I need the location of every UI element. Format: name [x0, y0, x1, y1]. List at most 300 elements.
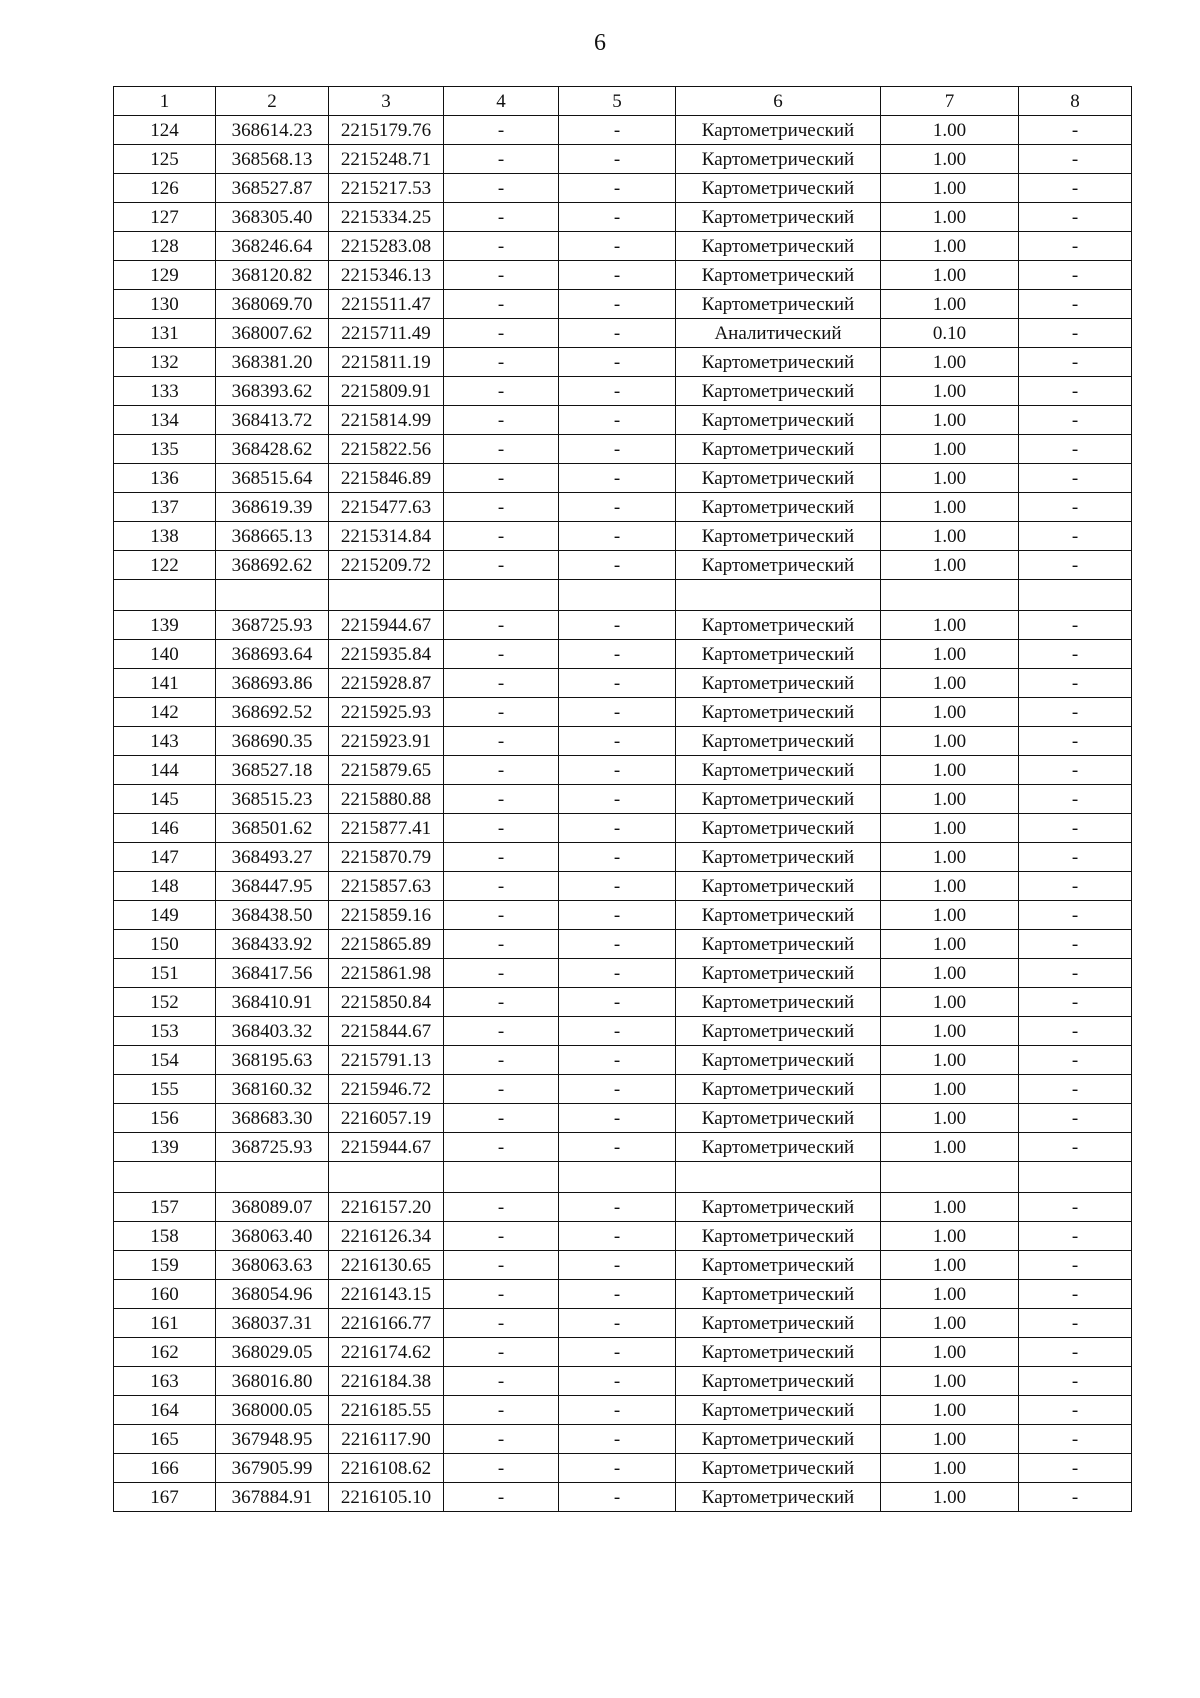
column-5-cell: -	[559, 1251, 676, 1280]
point-number-cell: 156	[114, 1104, 216, 1133]
x-coordinate-cell: 368568.13	[216, 145, 329, 174]
column-8-cell: -	[1019, 1046, 1132, 1075]
column-4-cell: -	[444, 1222, 559, 1251]
table-row	[114, 727, 1132, 756]
x-coordinate-cell: 368029.05	[216, 1338, 329, 1367]
column-4-cell: -	[444, 232, 559, 261]
table-row	[114, 261, 1132, 290]
accuracy-cell: 1.00	[881, 348, 1019, 377]
table-row	[114, 1338, 1132, 1367]
method-cell: Картометрический	[676, 1017, 881, 1046]
accuracy-cell: 1.00	[881, 1251, 1019, 1280]
method-cell: Картометрический	[676, 756, 881, 785]
point-number-cell: 162	[114, 1338, 216, 1367]
column-4-cell: -	[444, 203, 559, 232]
y-coordinate-cell: 2215814.99	[329, 406, 444, 435]
accuracy-cell: 1.00	[881, 1280, 1019, 1309]
column-header: 7	[881, 87, 1019, 116]
column-5-cell: -	[559, 1133, 676, 1162]
accuracy-cell: 0.10	[881, 319, 1019, 348]
column-5-cell: -	[559, 290, 676, 319]
column-4-cell: -	[444, 930, 559, 959]
column-8-cell: -	[1019, 522, 1132, 551]
column-8-cell: -	[1019, 756, 1132, 785]
y-coordinate-cell: 2215880.88	[329, 785, 444, 814]
table-row	[114, 1483, 1132, 1512]
column-5-cell	[559, 1162, 676, 1193]
column-8-cell: -	[1019, 261, 1132, 290]
point-number-cell: 145	[114, 785, 216, 814]
accuracy-cell: 1.00	[881, 1483, 1019, 1512]
coordinates-table	[113, 86, 1132, 1512]
accuracy-cell: 1.00	[881, 145, 1019, 174]
table-row	[114, 1309, 1132, 1338]
column-5-cell: -	[559, 669, 676, 698]
table-row	[114, 698, 1132, 727]
table-row	[114, 348, 1132, 377]
accuracy-cell: 1.00	[881, 1222, 1019, 1251]
table-row	[114, 464, 1132, 493]
table-row	[114, 988, 1132, 1017]
method-cell: Картометрический	[676, 551, 881, 580]
point-number-cell: 127	[114, 203, 216, 232]
column-4-cell: -	[444, 901, 559, 930]
accuracy-cell: 1.00	[881, 698, 1019, 727]
method-cell: Картометрический	[676, 406, 881, 435]
column-5-cell: -	[559, 988, 676, 1017]
column-5-cell: -	[559, 464, 676, 493]
column-4-cell: -	[444, 1017, 559, 1046]
x-coordinate-cell: 368493.27	[216, 843, 329, 872]
table-row	[114, 1133, 1132, 1162]
accuracy-cell	[881, 1162, 1019, 1193]
x-coordinate-cell: 368447.95	[216, 872, 329, 901]
y-coordinate-cell: 2215946.72	[329, 1075, 444, 1104]
y-coordinate-cell: 2215877.41	[329, 814, 444, 843]
column-5-cell: -	[559, 1104, 676, 1133]
x-coordinate-cell: 368527.87	[216, 174, 329, 203]
accuracy-cell: 1.00	[881, 1075, 1019, 1104]
y-coordinate-cell: 2215179.76	[329, 116, 444, 145]
column-4-cell	[444, 1162, 559, 1193]
point-number-cell: 133	[114, 377, 216, 406]
column-4-cell: -	[444, 1280, 559, 1309]
point-number-cell: 129	[114, 261, 216, 290]
column-8-cell: -	[1019, 1280, 1132, 1309]
column-5-cell: -	[559, 1280, 676, 1309]
column-8-cell: -	[1019, 1251, 1132, 1280]
column-5-cell: -	[559, 959, 676, 988]
column-8-cell: -	[1019, 435, 1132, 464]
x-coordinate-cell: 368063.40	[216, 1222, 329, 1251]
point-number-cell: 138	[114, 522, 216, 551]
point-number-cell: 136	[114, 464, 216, 493]
table-row	[114, 203, 1132, 232]
y-coordinate-cell: 2215944.67	[329, 611, 444, 640]
accuracy-cell: 1.00	[881, 232, 1019, 261]
y-coordinate-cell: 2215711.49	[329, 319, 444, 348]
table-row	[114, 435, 1132, 464]
table-body	[114, 116, 1132, 1512]
column-4-cell: -	[444, 261, 559, 290]
table-row	[114, 785, 1132, 814]
column-5-cell: -	[559, 1367, 676, 1396]
method-cell: Картометрический	[676, 1193, 881, 1222]
column-5-cell: -	[559, 261, 676, 290]
column-8-cell: -	[1019, 174, 1132, 203]
point-number-cell: 137	[114, 493, 216, 522]
x-coordinate-cell: 368619.39	[216, 493, 329, 522]
y-coordinate-cell: 2215209.72	[329, 551, 444, 580]
column-4-cell: -	[444, 785, 559, 814]
column-5-cell: -	[559, 1396, 676, 1425]
accuracy-cell: 1.00	[881, 959, 1019, 988]
column-4-cell: -	[444, 1396, 559, 1425]
x-coordinate-cell: 368693.86	[216, 669, 329, 698]
table-row	[114, 522, 1132, 551]
table-header-row	[114, 87, 1132, 116]
column-5-cell: -	[559, 843, 676, 872]
point-number-cell: 140	[114, 640, 216, 669]
x-coordinate-cell: 368693.64	[216, 640, 329, 669]
method-cell: Картометрический	[676, 116, 881, 145]
point-number-cell: 163	[114, 1367, 216, 1396]
x-coordinate-cell: 368246.64	[216, 232, 329, 261]
method-cell: Картометрический	[676, 1133, 881, 1162]
y-coordinate-cell: 2216105.10	[329, 1483, 444, 1512]
column-8-cell	[1019, 580, 1132, 611]
column-5-cell: -	[559, 435, 676, 464]
column-4-cell: -	[444, 319, 559, 348]
table-row	[114, 640, 1132, 669]
method-cell: Картометрический	[676, 377, 881, 406]
column-header: 4	[444, 87, 559, 116]
accuracy-cell: 1.00	[881, 785, 1019, 814]
column-5-cell: -	[559, 814, 676, 843]
column-4-cell: -	[444, 1075, 559, 1104]
column-8-cell: -	[1019, 145, 1132, 174]
column-8-cell: -	[1019, 611, 1132, 640]
column-5-cell: -	[559, 145, 676, 174]
y-coordinate-cell: 2216166.77	[329, 1309, 444, 1338]
y-coordinate-cell: 2215248.71	[329, 145, 444, 174]
column-5-cell: -	[559, 1454, 676, 1483]
y-coordinate-cell: 2215861.98	[329, 959, 444, 988]
column-4-cell: -	[444, 406, 559, 435]
column-8-cell: -	[1019, 377, 1132, 406]
column-8-cell: -	[1019, 116, 1132, 145]
y-coordinate-cell: 2215346.13	[329, 261, 444, 290]
y-coordinate-cell: 2216117.90	[329, 1425, 444, 1454]
accuracy-cell: 1.00	[881, 901, 1019, 930]
column-4-cell: -	[444, 464, 559, 493]
method-cell: Картометрический	[676, 290, 881, 319]
column-8-cell: -	[1019, 1309, 1132, 1338]
column-header: 1	[114, 87, 216, 116]
y-coordinate-cell	[329, 580, 444, 611]
accuracy-cell: 1.00	[881, 116, 1019, 145]
x-coordinate-cell: 368665.13	[216, 522, 329, 551]
column-4-cell: -	[444, 988, 559, 1017]
column-8-cell: -	[1019, 901, 1132, 930]
y-coordinate-cell: 2215850.84	[329, 988, 444, 1017]
point-number-cell: 122	[114, 551, 216, 580]
x-coordinate-cell: 368160.32	[216, 1075, 329, 1104]
column-8-cell: -	[1019, 1075, 1132, 1104]
column-8-cell: -	[1019, 1425, 1132, 1454]
method-cell: Картометрический	[676, 1280, 881, 1309]
column-4-cell: -	[444, 377, 559, 406]
y-coordinate-cell: 2215925.93	[329, 698, 444, 727]
table-row	[114, 1454, 1132, 1483]
x-coordinate-cell: 368120.82	[216, 261, 329, 290]
point-number-cell: 155	[114, 1075, 216, 1104]
x-coordinate-cell: 368683.30	[216, 1104, 329, 1133]
table-row	[114, 1251, 1132, 1280]
y-coordinate-cell: 2215811.19	[329, 348, 444, 377]
column-8-cell: -	[1019, 232, 1132, 261]
column-4-cell: -	[444, 1133, 559, 1162]
column-5-cell: -	[559, 901, 676, 930]
x-coordinate-cell: 368403.32	[216, 1017, 329, 1046]
point-number-cell: 141	[114, 669, 216, 698]
table-row	[114, 872, 1132, 901]
x-coordinate-cell: 367905.99	[216, 1454, 329, 1483]
y-coordinate-cell: 2216130.65	[329, 1251, 444, 1280]
point-number-cell: 151	[114, 959, 216, 988]
table-row	[114, 232, 1132, 261]
column-4-cell: -	[444, 669, 559, 698]
method-cell: Картометрический	[676, 814, 881, 843]
column-4-cell: -	[444, 611, 559, 640]
y-coordinate-cell: 2215844.67	[329, 1017, 444, 1046]
accuracy-cell: 1.00	[881, 174, 1019, 203]
accuracy-cell: 1.00	[881, 1104, 1019, 1133]
column-8-cell: -	[1019, 1133, 1132, 1162]
column-header: 6	[676, 87, 881, 116]
point-number-cell: 139	[114, 611, 216, 640]
point-number-cell: 150	[114, 930, 216, 959]
column-8-cell: -	[1019, 203, 1132, 232]
column-5-cell: -	[559, 1017, 676, 1046]
point-number-cell: 152	[114, 988, 216, 1017]
column-8-cell: -	[1019, 988, 1132, 1017]
column-5-cell: -	[559, 493, 676, 522]
accuracy-cell: 1.00	[881, 1396, 1019, 1425]
accuracy-cell: 1.00	[881, 756, 1019, 785]
x-coordinate-cell: 368725.93	[216, 611, 329, 640]
column-4-cell: -	[444, 551, 559, 580]
method-cell: Картометрический	[676, 611, 881, 640]
column-5-cell: -	[559, 1075, 676, 1104]
point-number-cell: 157	[114, 1193, 216, 1222]
method-cell: Картометрический	[676, 988, 881, 1017]
column-header: 5	[559, 87, 676, 116]
point-number-cell: 160	[114, 1280, 216, 1309]
method-cell: Картометрический	[676, 1454, 881, 1483]
x-coordinate-cell	[216, 580, 329, 611]
table-row	[114, 551, 1132, 580]
column-8-cell: -	[1019, 727, 1132, 756]
column-header: 2	[216, 87, 329, 116]
method-cell: Картометрический	[676, 669, 881, 698]
accuracy-cell: 1.00	[881, 727, 1019, 756]
column-5-cell: -	[559, 174, 676, 203]
column-5-cell: -	[559, 232, 676, 261]
column-4-cell: -	[444, 1193, 559, 1222]
method-cell: Картометрический	[676, 464, 881, 493]
column-5-cell: -	[559, 1193, 676, 1222]
method-cell: Картометрический	[676, 698, 881, 727]
table-row	[114, 1193, 1132, 1222]
accuracy-cell: 1.00	[881, 669, 1019, 698]
table-row	[114, 843, 1132, 872]
column-4-cell: -	[444, 814, 559, 843]
y-coordinate-cell: 2216174.62	[329, 1338, 444, 1367]
x-coordinate-cell: 368195.63	[216, 1046, 329, 1075]
method-cell	[676, 580, 881, 611]
point-number-cell: 128	[114, 232, 216, 261]
x-coordinate-cell: 368692.62	[216, 551, 329, 580]
point-number-cell: 131	[114, 319, 216, 348]
method-cell: Картометрический	[676, 1396, 881, 1425]
table-row	[114, 319, 1132, 348]
accuracy-cell: 1.00	[881, 493, 1019, 522]
column-4-cell: -	[444, 756, 559, 785]
column-4-cell: -	[444, 1454, 559, 1483]
table-row	[114, 901, 1132, 930]
table-row	[114, 1046, 1132, 1075]
table-row	[114, 1396, 1132, 1425]
accuracy-cell: 1.00	[881, 814, 1019, 843]
point-number-cell: 167	[114, 1483, 216, 1512]
column-8-cell: -	[1019, 959, 1132, 988]
column-5-cell: -	[559, 785, 676, 814]
table-row	[114, 756, 1132, 785]
table-row	[114, 145, 1132, 174]
column-4-cell: -	[444, 348, 559, 377]
method-cell: Картометрический	[676, 1367, 881, 1396]
method-cell: Картометрический	[676, 640, 881, 669]
page-number: 6	[594, 30, 606, 56]
method-cell: Картометрический	[676, 1075, 881, 1104]
table-row	[114, 611, 1132, 640]
x-coordinate-cell: 368000.05	[216, 1396, 329, 1425]
column-5-cell: -	[559, 611, 676, 640]
column-header: 8	[1019, 87, 1132, 116]
table-row	[114, 1280, 1132, 1309]
point-number-cell: 161	[114, 1309, 216, 1338]
column-5-cell: -	[559, 872, 676, 901]
point-number-cell: 147	[114, 843, 216, 872]
column-5-cell: -	[559, 406, 676, 435]
y-coordinate-cell: 2215846.89	[329, 464, 444, 493]
column-4-cell: -	[444, 1425, 559, 1454]
x-coordinate-cell: 368515.23	[216, 785, 329, 814]
method-cell: Картометрический	[676, 232, 881, 261]
point-number-cell: 158	[114, 1222, 216, 1251]
x-coordinate-cell: 368393.62	[216, 377, 329, 406]
y-coordinate-cell: 2215809.91	[329, 377, 444, 406]
column-8-cell: -	[1019, 1193, 1132, 1222]
table-row	[114, 1017, 1132, 1046]
column-4-cell: -	[444, 435, 559, 464]
column-5-cell	[559, 580, 676, 611]
method-cell: Картометрический	[676, 872, 881, 901]
column-8-cell: -	[1019, 348, 1132, 377]
x-coordinate-cell: 368692.52	[216, 698, 329, 727]
method-cell: Картометрический	[676, 1425, 881, 1454]
method-cell	[676, 1162, 881, 1193]
y-coordinate-cell: 2215822.56	[329, 435, 444, 464]
x-coordinate-cell: 368016.80	[216, 1367, 329, 1396]
x-coordinate-cell: 368069.70	[216, 290, 329, 319]
x-coordinate-cell: 367884.91	[216, 1483, 329, 1512]
column-8-cell: -	[1019, 1338, 1132, 1367]
column-8-cell: -	[1019, 406, 1132, 435]
column-8-cell: -	[1019, 640, 1132, 669]
x-coordinate-cell: 368007.62	[216, 319, 329, 348]
column-5-cell: -	[559, 1425, 676, 1454]
method-cell: Картометрический	[676, 959, 881, 988]
column-header: 3	[329, 87, 444, 116]
accuracy-cell: 1.00	[881, 464, 1019, 493]
column-4-cell: -	[444, 1483, 559, 1512]
table-row	[114, 1425, 1132, 1454]
table-row	[114, 406, 1132, 435]
column-5-cell: -	[559, 756, 676, 785]
method-cell: Картометрический	[676, 1222, 881, 1251]
method-cell: Картометрический	[676, 785, 881, 814]
point-number-cell: 144	[114, 756, 216, 785]
column-5-cell: -	[559, 1338, 676, 1367]
method-cell: Картометрический	[676, 203, 881, 232]
accuracy-cell: 1.00	[881, 988, 1019, 1017]
column-8-cell: -	[1019, 551, 1132, 580]
accuracy-cell: 1.00	[881, 930, 1019, 959]
method-cell: Картометрический	[676, 522, 881, 551]
x-coordinate-cell: 368054.96	[216, 1280, 329, 1309]
accuracy-cell: 1.00	[881, 261, 1019, 290]
column-8-cell: -	[1019, 698, 1132, 727]
y-coordinate-cell: 2216126.34	[329, 1222, 444, 1251]
point-number-cell: 142	[114, 698, 216, 727]
point-number-cell: 139	[114, 1133, 216, 1162]
point-number-cell: 166	[114, 1454, 216, 1483]
accuracy-cell: 1.00	[881, 290, 1019, 319]
point-number-cell	[114, 1162, 216, 1193]
column-5-cell: -	[559, 930, 676, 959]
column-8-cell: -	[1019, 669, 1132, 698]
method-cell: Картометрический	[676, 348, 881, 377]
accuracy-cell: 1.00	[881, 640, 1019, 669]
accuracy-cell	[881, 580, 1019, 611]
table-row	[114, 959, 1132, 988]
column-5-cell: -	[559, 727, 676, 756]
column-8-cell: -	[1019, 843, 1132, 872]
method-cell: Картометрический	[676, 174, 881, 203]
accuracy-cell: 1.00	[881, 1017, 1019, 1046]
column-8-cell: -	[1019, 1367, 1132, 1396]
y-coordinate-cell: 2215477.63	[329, 493, 444, 522]
point-number-cell: 149	[114, 901, 216, 930]
accuracy-cell: 1.00	[881, 1425, 1019, 1454]
point-number-cell: 135	[114, 435, 216, 464]
y-coordinate-cell: 2215217.53	[329, 174, 444, 203]
column-8-cell	[1019, 1162, 1132, 1193]
column-8-cell: -	[1019, 1454, 1132, 1483]
point-number-cell: 130	[114, 290, 216, 319]
